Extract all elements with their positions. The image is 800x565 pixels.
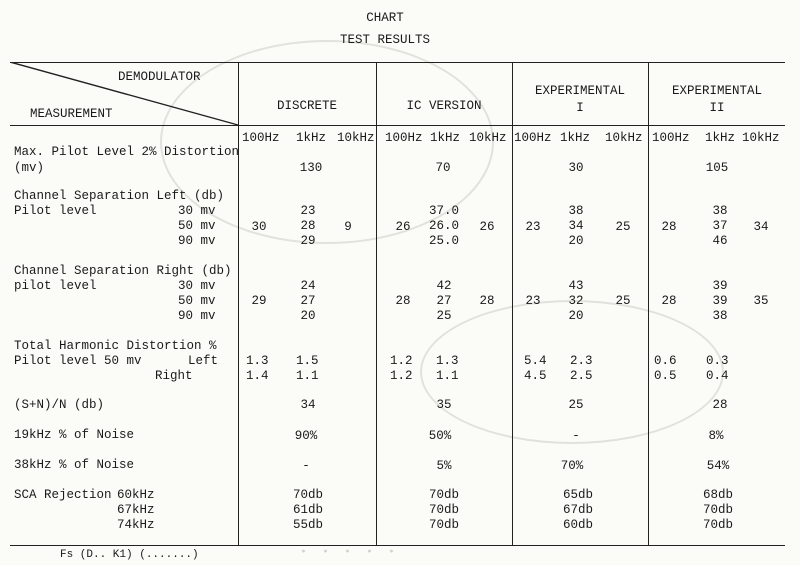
- column-divider: [238, 62, 239, 545]
- freq-header: 1kHz: [296, 131, 327, 145]
- cell-value: 60db: [562, 518, 593, 532]
- cell-value: 54%: [706, 459, 730, 473]
- column-header-discrete: DISCRETE: [276, 99, 337, 113]
- table-bottom-rule: [10, 545, 785, 546]
- cell-value: 25: [615, 294, 631, 308]
- cell-value: 23: [300, 204, 316, 218]
- cell-value: 46: [712, 234, 728, 248]
- cell-value: 67db: [562, 503, 593, 517]
- cell-value: 37: [712, 219, 728, 233]
- cell-value: 9: [344, 220, 352, 234]
- row-label: Pilot level: [14, 204, 97, 218]
- pilot-level: 90 mv: [178, 234, 216, 248]
- cell-value: 130: [299, 161, 323, 175]
- footer-partial-text: Fs (D.. K1) (.......): [60, 549, 199, 561]
- cell-value: 105: [705, 161, 729, 175]
- cell-value: 25: [436, 309, 452, 323]
- freq-header: 100Hz: [242, 131, 280, 145]
- freq-header: 10kHz: [337, 131, 375, 145]
- cell-value: 4.5: [524, 369, 547, 383]
- row-label: 38kHz % of Noise: [14, 458, 135, 472]
- row-label: pilot level: [14, 279, 97, 293]
- column-header-experimental-1: EXPERIMENTAL: [534, 84, 625, 98]
- cell-value: 55db: [292, 518, 323, 532]
- cell-value: 35: [753, 294, 769, 308]
- freq-header: 1kHz: [430, 131, 461, 145]
- cell-value: 29: [251, 294, 267, 308]
- cell-value: -: [302, 459, 310, 473]
- cell-value: 30: [251, 220, 267, 234]
- cell-value: 8%: [708, 429, 724, 443]
- pilot-level: 30 mv: [178, 279, 216, 293]
- cell-value: 0.3: [706, 354, 729, 368]
- cell-value: 5.4: [524, 354, 547, 368]
- cell-value: 5%: [436, 459, 452, 473]
- cell-value: 1.2: [390, 369, 413, 383]
- cell-value: 50%: [428, 429, 452, 443]
- cell-value: 25: [568, 398, 584, 412]
- cell-value: 70db: [292, 488, 323, 502]
- row-label: Pilot level 50 mv: [14, 354, 142, 368]
- cell-value: 0.5: [654, 369, 677, 383]
- cell-value: -: [572, 429, 580, 443]
- cell-value: 25.0: [428, 234, 459, 248]
- cell-value: 1.3: [246, 354, 269, 368]
- pilot-level: 50 mv: [178, 294, 216, 308]
- cell-value: 38: [568, 204, 584, 218]
- channel-label: Left: [188, 354, 219, 368]
- cell-value: 65db: [562, 488, 593, 502]
- cell-value: 20: [568, 234, 584, 248]
- column-header-sub: II: [709, 101, 725, 115]
- cell-value: 38: [712, 309, 728, 323]
- cell-value: 26.0: [428, 219, 459, 233]
- cell-value: 30: [568, 161, 584, 175]
- cell-value: 70db: [428, 518, 459, 532]
- cell-value: 70: [435, 161, 451, 175]
- cell-value: 43: [568, 279, 584, 293]
- channel-label: Right: [155, 369, 193, 383]
- row-label: Max. Pilot Level 2% Distortion: [14, 145, 240, 159]
- cell-value: 1.5: [296, 354, 319, 368]
- cell-value: 27: [436, 294, 452, 308]
- cell-value: 70db: [428, 503, 459, 517]
- cell-value: 34: [568, 219, 584, 233]
- cell-value: 68db: [702, 488, 733, 502]
- show-through-text: · · · · ·: [300, 540, 399, 565]
- sca-freq: 74kHz: [117, 518, 155, 532]
- pilot-level: 30 mv: [178, 204, 216, 218]
- cell-value: 39: [712, 294, 728, 308]
- pilot-level: 50 mv: [178, 219, 216, 233]
- cell-value: 27: [300, 294, 316, 308]
- cell-value: 23: [525, 294, 541, 308]
- cell-value: 28: [300, 219, 316, 233]
- cell-value: 29: [300, 234, 316, 248]
- cell-value: 2.3: [570, 354, 593, 368]
- freq-header: 100Hz: [652, 131, 690, 145]
- measurement-label: MEASUREMENT: [30, 107, 113, 121]
- column-header-experimental-2: EXPERIMENTAL: [671, 84, 762, 98]
- cell-value: 34: [300, 398, 316, 412]
- cell-value: 32: [568, 294, 584, 308]
- column-divider: [648, 62, 649, 545]
- cell-value: 28: [712, 398, 728, 412]
- cell-value: 1.2: [390, 354, 413, 368]
- column-divider: [512, 62, 513, 545]
- chart-subtitle: TEST RESULTS: [339, 33, 430, 47]
- cell-value: 26: [479, 220, 495, 234]
- chart-title: CHART: [366, 11, 404, 25]
- sca-freq: 60kHz: [117, 488, 155, 502]
- cell-value: 70db: [702, 503, 733, 517]
- column-header-sub: I: [576, 101, 584, 115]
- cell-value: 90%: [294, 429, 318, 443]
- freq-header: 10kHz: [605, 131, 643, 145]
- cell-value: 28: [661, 294, 677, 308]
- cell-value: 28: [395, 294, 411, 308]
- cell-value: 1.4: [246, 369, 269, 383]
- row-label: SCA Rejection: [14, 488, 112, 502]
- cell-value: 35: [436, 398, 452, 412]
- cell-value: 26: [395, 220, 411, 234]
- row-label: (S+N)/N (db): [14, 398, 105, 412]
- freq-header: 10kHz: [742, 131, 780, 145]
- freq-header: 100Hz: [385, 131, 423, 145]
- column-divider: [376, 62, 377, 545]
- cell-value: 34: [753, 220, 769, 234]
- cell-value: 25: [615, 220, 631, 234]
- cell-value: 28: [479, 294, 495, 308]
- cell-value: 1.1: [436, 369, 459, 383]
- cell-value: 0.4: [706, 369, 729, 383]
- demodulator-label: DEMODULATOR: [118, 70, 201, 84]
- freq-header: 10kHz: [469, 131, 507, 145]
- cell-value: 39: [712, 279, 728, 293]
- cell-value: 61db: [292, 503, 323, 517]
- pilot-level: 90 mv: [178, 309, 216, 323]
- cell-value: 37.0: [428, 204, 459, 218]
- row-label: Total Harmonic Distortion %: [14, 339, 217, 353]
- cell-value: 42: [436, 279, 452, 293]
- cell-value: 70db: [428, 488, 459, 502]
- cell-value: 70%: [560, 459, 584, 473]
- cell-value: 24: [300, 279, 316, 293]
- cell-value: 28: [661, 220, 677, 234]
- row-label: (mv): [14, 161, 45, 175]
- row-label: Channel Separation Left (db): [14, 189, 225, 203]
- cell-value: 23: [525, 220, 541, 234]
- cell-value: 20: [568, 309, 584, 323]
- row-label: Channel Separation Right (db): [14, 264, 232, 278]
- cell-value: 70db: [702, 518, 733, 532]
- freq-header: 1kHz: [705, 131, 736, 145]
- cell-value: 1.1: [296, 369, 319, 383]
- freq-header: 100Hz: [514, 131, 552, 145]
- cell-value: 20: [300, 309, 316, 323]
- cell-value: 2.5: [570, 369, 593, 383]
- cell-value: 1.3: [436, 354, 459, 368]
- cell-value: 0.6: [654, 354, 677, 368]
- freq-header: 1kHz: [560, 131, 591, 145]
- cell-value: 38: [712, 204, 728, 218]
- sca-freq: 67kHz: [117, 503, 155, 517]
- row-label: 19kHz % of Noise: [14, 428, 135, 442]
- column-header-ic-version: IC VERSION: [406, 99, 482, 113]
